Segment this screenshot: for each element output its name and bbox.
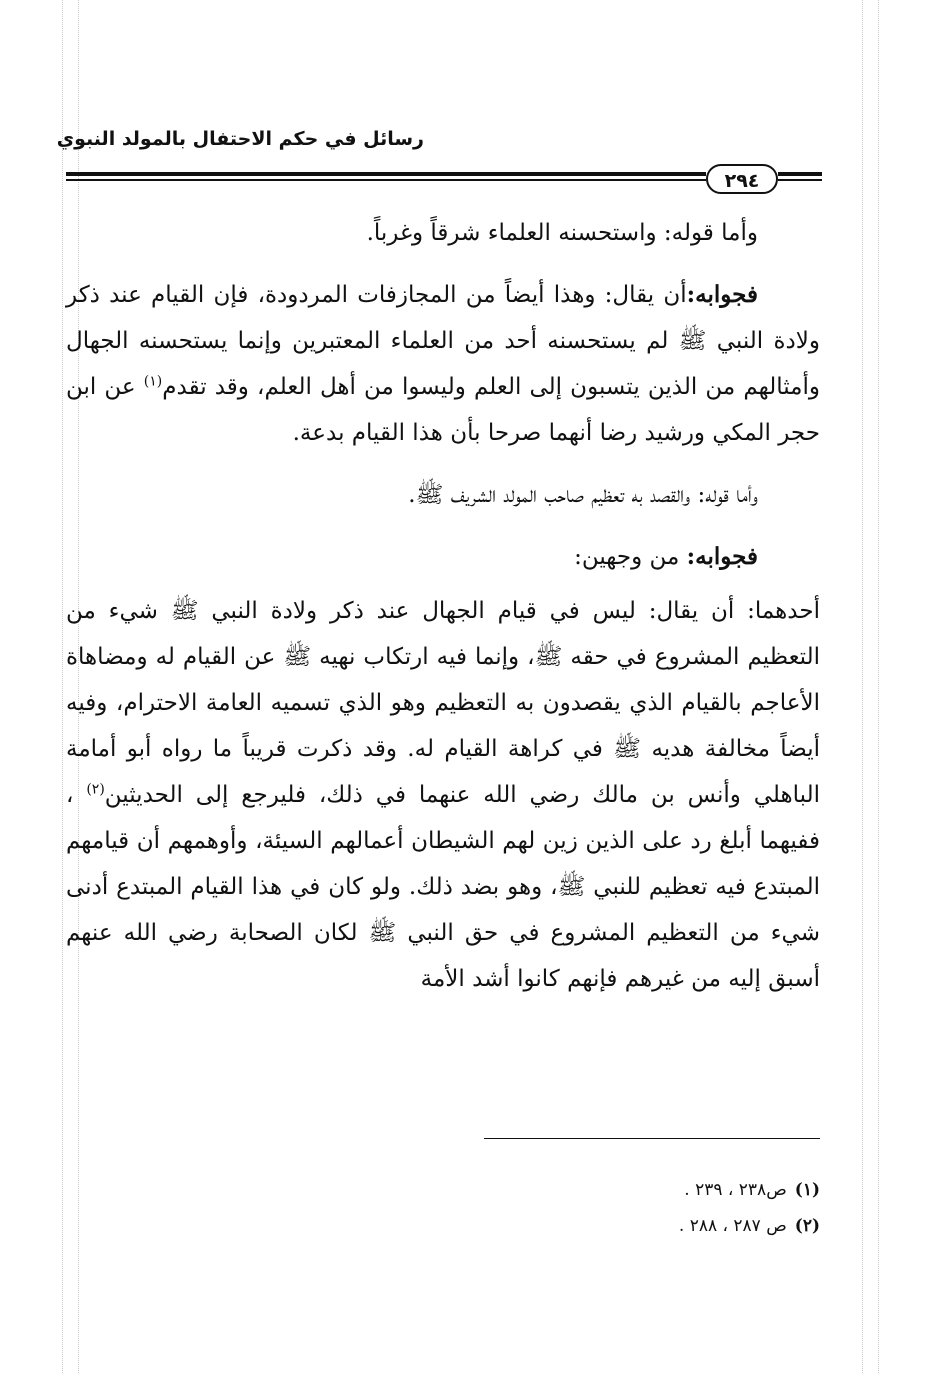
footnote-1 [540,1172,820,1208]
paragraph-4 [66,534,820,580]
footnotes [540,1172,820,1244]
paragraph-5-text: أحدهما: أن يقال: ليس في قيام الجهال عند ذكر ولادة النبي ﷺ شيء من التعظيم المشروع في حقه ﷺ، وإنما فيه ارتكاب نهيه ﷺ عن القيام له ومضاهاة الأعاجم بالقيام الذي يقصدون به التعظيم وهو الذي تسميه العامة الاحترام، وفيه أيضاً مخالفة هديه ﷺ في كراهة القيام له. وقد ذكرت قريباً ما رواه أبو أمامة الباهلي وأنس بن مالك رضي الله عنهما في ذلك، فليرجع إلى الحديثين [66,598,820,808]
paragraph-3-text: وأما قوله: والقصد به تعظيم صاحب المولد الشريف ﷺ. [408,482,758,508]
header-rule-thick-left [66,172,706,176]
footnote-ref-2[interactable]: (٢) [86,781,105,798]
page-number: ٢٩٤ [706,164,778,194]
footnote-separator [484,1138,820,1139]
paragraph-4-text: من وجهين: [574,544,687,570]
header-rule-thick-right [778,172,822,176]
paragraph-2-text: أن يقال: وهذا أيضاً من المجازفات المردودة، فإن القيام عند ذكر ولادة النبي ﷺ لم يستحسنه أحد من العلماء المعتبرين وإنما يستحسنه الجهال وأمثالهم من الذين يتسبون إلى العلم وليسوا من أهل العلم، وقد تقدم [66,282,821,400]
main-text [66,210,820,1018]
header-rule-thin-right [778,179,822,181]
paragraph-5 [66,588,820,1002]
footnote-1-mark: (١) [794,1180,820,1200]
footnote-2-mark: (٢) [794,1216,820,1236]
paragraph-2-lead: فجوابه: [686,281,758,308]
scan-artifact-line [62,0,63,1373]
paragraph-1 [66,210,820,256]
paragraph-2 [66,272,820,456]
header-rule-thin-left [66,179,706,181]
footnote-ref-1[interactable]: (١) [143,373,163,390]
paragraph-3 [66,472,820,518]
footnote-2-text: ص ٢٨٧ ، ٢٨٨ . [678,1216,787,1236]
running-title: رسائل في حكم الاحتفال بالمولد النبوي [56,128,424,150]
scan-artifact-line [862,0,863,1373]
paragraph-5-text-cont: ، ففيهما أبلغ رد على الذين زين لهم الشيطان أعمالهم السيئة، وأوهمهم أن قيامهم المبتدع فيه تعظيم للنبي ﷺ، وهو بضد ذلك. ولو كان في هذا القيام المبتدع أدنى شيء من التعظيم المشروع في حق النبي ﷺ لكان الصحابة رضي الله عنهم أسبق إليه من غيرهم فإنهم كانوا أشد الأمة [66,782,820,992]
header-rule [66,166,822,192]
paragraph-1-text: وأما قوله: واستحسنه العلماء شرقاً وغرباً. [366,220,758,246]
paragraph-2-text-cont: عن ابن حجر المكي ورشيد رضا أنهما صرحا بأن هذا القيام بدعة. [66,374,820,446]
footnote-2 [540,1208,820,1244]
scan-artifact-line [878,0,879,1373]
paragraph-4-lead: فجوابه: [686,543,758,570]
footnote-1-text: ص٢٣٨ ، ٢٣٩ . [684,1180,787,1200]
